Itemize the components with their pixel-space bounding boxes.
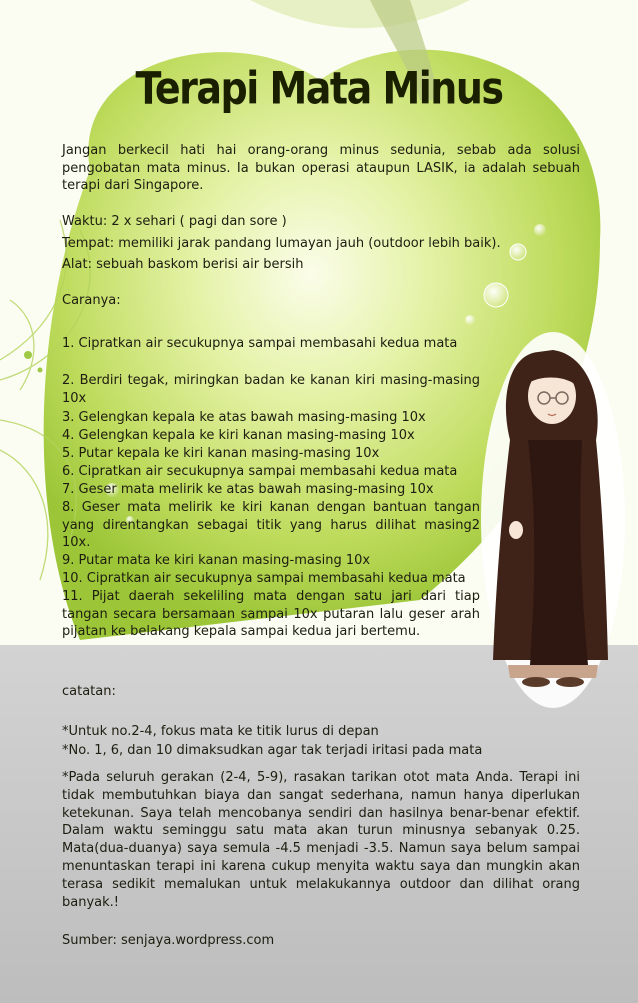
source-line: Sumber: senjaya.wordpress.com — [62, 933, 275, 948]
step-item: 2. Berdiri tegak, miringkan badan ke kanan kiri masing-masing 10x — [62, 373, 480, 406]
step-item: 1. Cipratkan air secukupnya sampai membasahi kedua mata — [62, 336, 458, 351]
caranya-heading: Caranya: — [62, 293, 121, 308]
step-item: 3. Gelengkan kepala ke atas bawah masing-masing 10x — [62, 410, 426, 425]
alat-line: Alat: sebuah baskom berisi air bersih — [62, 257, 304, 272]
step-item: 5. Putar kepala ke kiri kanan masing-masing 10x — [62, 446, 380, 461]
intro-paragraph: Jangan berkecil hati hai orang-orang minus sedunia, sebab ada solusi pengobatan mata minus. Ia bukan operasi ataupun LASIK, ia adalah sebuah terapi dari Singapore. — [62, 143, 580, 194]
step-item: 9. Putar mata ke kiri kanan masing-masing 10x — [62, 553, 371, 568]
step-item: 6. Cipratkan air secukupnya sampai membasahi kedua mata — [62, 464, 458, 479]
note-item: *No. 1, 6, dan 10 dimaksudkan agar tak terjadi iritasi pada mata — [62, 743, 483, 758]
step-item: 11. Pijat daerah sekeliling mata dengan satu jari dari tiap tangan secara bersamaan sampai 10x putaran lalu geser arah pijatan ke belakang kepala sampai kedua jari bertemu. — [62, 589, 480, 640]
page-title: Terapi Mata Minus — [135, 62, 503, 114]
step-item: 7. Geser mata melirik ke atas bawah masing-masing 10x — [62, 482, 434, 497]
note-item: *Untuk no.2-4, fokus mata ke titik lurus di depan — [62, 724, 379, 739]
tempat-line: Tempat: memiliki jarak pandang lumayan jauh (outdoor lebih baik). — [62, 236, 501, 251]
step-item: 10. Cipratkan air secukupnya sampai membasahi kedua mata — [62, 571, 466, 586]
note-item: *Pada seluruh gerakan (2-4, 5-9), rasakan tarikan otot mata Anda. Terapi ini tidak membutuhkan biaya dan sangat sederhana, namun hanya diperlukan ketekunan. Saya telah mencobanya sendiri dan hasilnya benar-benar efektif. Dalam waktu seminggu satu mata akan turun minusnya sebanyak 0.25. Mata(dua-duanya) saya semula -4.5 menjadi -3.5. Namun saya belum sampai menuntaskan terapi ini karena cukup menyita waktu saya dan mungkin akan terasa sedikit memalukan untuk melakukannya outdoor dan dilihat orang banyak.! — [62, 770, 580, 910]
catatan-heading: catatan: — [62, 684, 116, 699]
step-item: 4. Gelengkan kepala ke kiri kanan masing-masing 10x — [62, 428, 415, 443]
step-item: 8. Geser mata melirik ke kiri kanan dengan bantuan tangan yang direntangkan sebagai titik yang harus dilihat masing2 10x. — [62, 500, 480, 551]
waktu-line: Waktu: 2 x sehari ( pagi dan sore ) — [62, 214, 287, 229]
